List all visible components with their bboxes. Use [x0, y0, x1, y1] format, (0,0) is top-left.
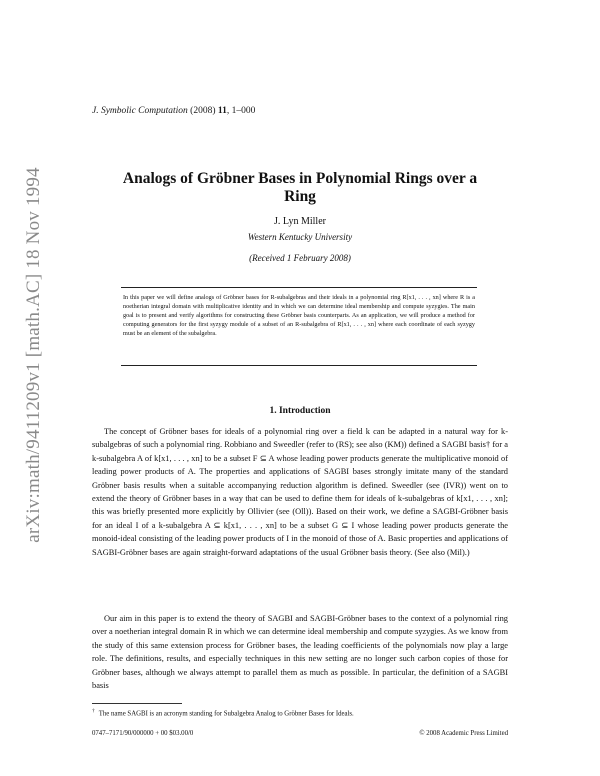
- abstract-bottom-rule: [121, 365, 477, 366]
- footnote: [92, 708, 508, 717]
- arxiv-side-stamp: [6, 155, 62, 555]
- received-date: (Received 1 February 2008): [249, 253, 351, 263]
- footnote-mark: †: [92, 708, 95, 714]
- journal-citation: [92, 106, 255, 116]
- author-name: J. Lyn Miller: [274, 216, 326, 227]
- journal-pages: , 1–000: [226, 106, 256, 116]
- abstract: In this paper we will define analogs of Gröbner bases for R-subalgebras and their ideals in a polynomial ring R[x1, . . . , xn] where R is a noetherian integral domain with multiplicative identity and in which we can determine ideal membership and compute syzygies. The main goal is to present and verify algorithms for constructing these Gröbner basis counterparts. As an application, we will produce a method for computing generators for the first syzygy module of a subset of an R-subalgebra of R[x1, . . . , xn] where each coordinate of each syzygy must be an element of the subalgebra.: [123, 294, 475, 338]
- journal-volume: 11: [217, 106, 227, 116]
- footer-copyright: © 2008 Academic Press Limited: [419, 730, 508, 737]
- body-paragraph: The concept of Gröbner bases for ideals of a polynomial ring over a field k can be adapted in a natural way for k-subalgebras of such a polynomial ring. Robbiano and Sweedler (refer to (RS); see also (KM)) defined a SAGBI basis† for a k-subalgebra A of k[x1, . . . , xn] to be a subset F ⊆ A whose leading power products generate the multiplicative monoid of leading power products of A. The properties and applications of SAGBI bases strongly imitate many of the standard Gröbner basis results when a suitable accompanying reduction algorithm is defined. Sweedler (see (IVR)) went on to extend the theory of Gröbner bases in a way that can be used to define them for ideals of k-subalgebras of k[x1, . . . , xn]; this was briefly presented more explicitly by Ollivier (see (Oll)). Based on their work, we define a SAGBI-Gröbner basis for an ideal I of a k-subalgebra A ⊆ k[x1, . . . , xn] to be a subset G ⊆ I whose leading power products generate the monoid-ideal consisting of the leading power products of I in the monoid of those of A. Basic properties and applications of SAGBI-Gröbner bases are again straight-forward adaptations of the usual Gröbner basis theory. (See also (Mil).): [92, 427, 508, 557]
- journal-year: (2008): [190, 106, 216, 116]
- arxiv-identifier: arXiv:math/9411209v1 [math.AC] 18 Nov 1994: [23, 167, 44, 543]
- paper-title: Analogs of Gröbner Bases in Polynomial Rings over a Ring: [122, 170, 478, 205]
- section-heading-introduction: 1. Introduction: [269, 406, 331, 416]
- journal-name: J. Symbolic Computation: [92, 106, 188, 116]
- footer-issn: 0747–7171/90/000000 + 00 $03.00/0: [92, 730, 194, 737]
- author-affiliation: Western Kentucky University: [247, 232, 353, 242]
- body-paragraph: Our aim in this paper is to extend the theory of SAGBI and SAGBI-Gröbner bases to the context of a polynomial ring over a noetherian integral domain R in which we can determine ideal membership and compute syzygies. As we know from the study of this same extension process for Gröbner bases, the leading coefficients of the polynomials now play a large role. The definitions, results, and especially techniques in this new setting are no longer such carbon copies of those for Gröbner bases, although we always attempt to parallel them as much as possible. In particular, the definition of a SAGBI basis: [92, 614, 508, 691]
- footnote-rule: [92, 703, 182, 704]
- abstract-top-rule: [121, 287, 477, 288]
- footnote-text: The name SAGBI is an acronym standing for Subalgebra Analog to Gröbner Bases for Ideals.: [98, 710, 354, 718]
